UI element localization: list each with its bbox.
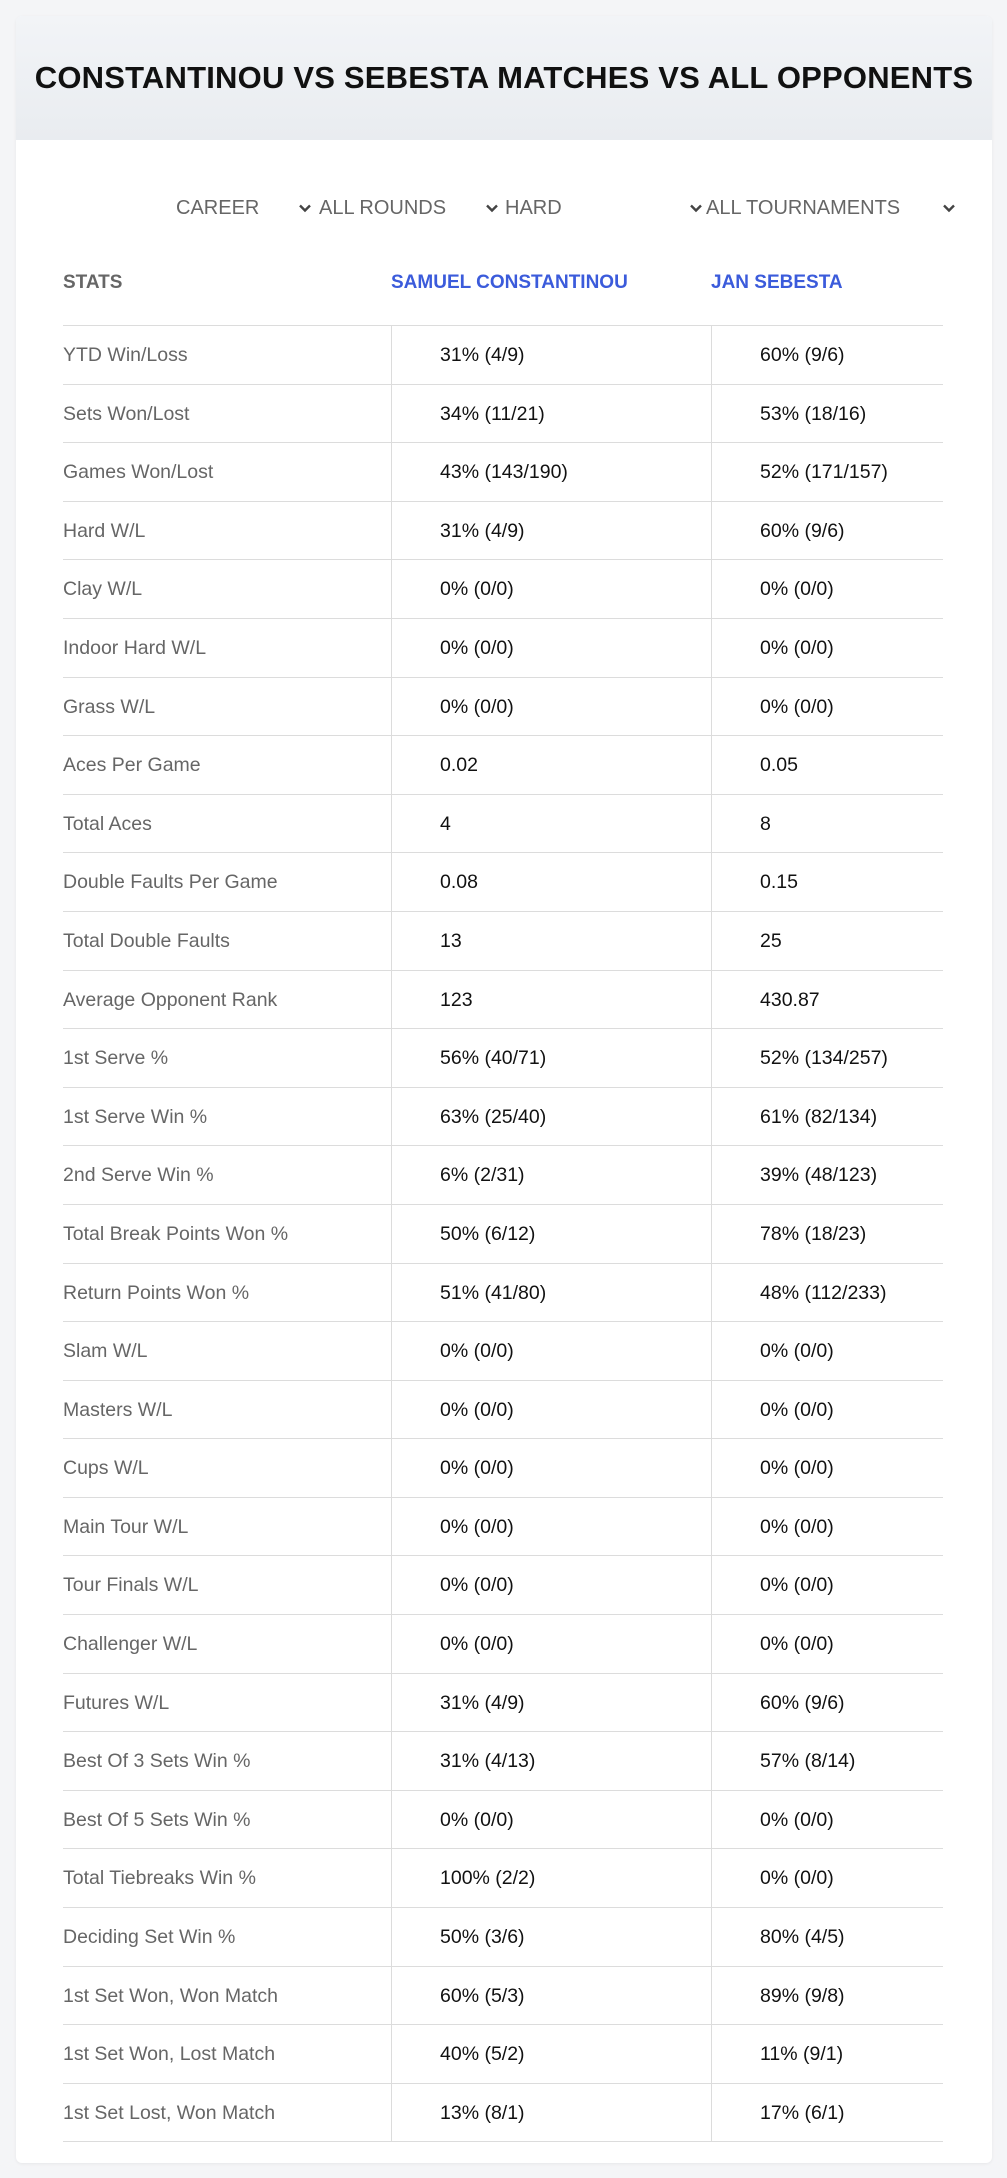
column-divider	[391, 1732, 392, 1791]
column-divider	[391, 619, 392, 678]
player2-value: 0% (0/0)	[760, 1633, 834, 1656]
player2-value: 53% (18/16)	[760, 402, 867, 425]
column-divider	[711, 971, 712, 1030]
player2-value: 0% (0/0)	[760, 1457, 834, 1480]
player1-value: 0% (0/0)	[440, 695, 514, 718]
table-header	[63, 248, 943, 326]
player1-value: 31% (4/13)	[440, 1750, 536, 1773]
stat-label: Average Opponent Rank	[63, 988, 278, 1011]
column-divider	[711, 1791, 712, 1850]
stat-label: Best Of 5 Sets Win %	[63, 1808, 251, 1831]
column-divider	[391, 795, 392, 854]
player2-value: 0% (0/0)	[760, 1398, 834, 1421]
player1-value: 50% (3/6)	[440, 1926, 525, 1949]
player1-value: 6% (2/31)	[440, 1164, 525, 1187]
column-divider	[711, 1264, 712, 1323]
table-row	[63, 736, 943, 795]
filter-tournament-value: ALL TOURNAMENTS	[706, 196, 901, 219]
column-divider	[711, 795, 712, 854]
table-row	[63, 1849, 943, 1908]
column-divider	[391, 853, 392, 912]
filter-surface-value: HARD	[505, 196, 562, 219]
stat-label: YTD Win/Loss	[63, 344, 188, 366]
column-divider	[711, 853, 712, 912]
player2-value: 0% (0/0)	[760, 1515, 834, 1538]
column-divider	[391, 326, 392, 385]
column-divider	[711, 1439, 712, 1498]
column-divider	[711, 326, 712, 385]
player2-value: 60% (9/6)	[760, 344, 845, 366]
table-row	[63, 619, 943, 678]
table-row	[63, 560, 943, 619]
player1-value: 0.08	[440, 871, 478, 894]
column-divider	[711, 1498, 712, 1557]
table-row	[63, 1264, 943, 1323]
player1-value: 13	[440, 929, 462, 952]
stat-label: Futures W/L	[63, 1691, 170, 1714]
column-divider	[711, 1088, 712, 1147]
column-divider	[391, 1791, 392, 1850]
stat-label: Grass W/L	[63, 695, 156, 718]
column-divider	[391, 1146, 392, 1205]
table-row	[63, 1791, 943, 1850]
player2-value: 0% (0/0)	[760, 1340, 834, 1363]
table-row	[63, 1205, 943, 1264]
stat-label: Total Aces	[63, 812, 152, 835]
column-divider	[711, 502, 712, 561]
column-divider	[711, 678, 712, 737]
table-row	[63, 1498, 943, 1557]
column-divider	[391, 1088, 392, 1147]
column-divider	[711, 1967, 712, 2026]
table-row	[63, 912, 943, 971]
player1-value: 31% (4/9)	[440, 519, 525, 542]
player2-value: 0% (0/0)	[760, 695, 834, 718]
table-row	[63, 1322, 943, 1381]
stat-label: Hard W/L	[63, 519, 146, 542]
stats-table	[63, 248, 943, 2142]
stat-label: 1st Set Lost, Won Match	[63, 2101, 276, 2124]
column-divider	[711, 1029, 712, 1088]
table-row	[63, 1967, 943, 2026]
column-divider	[711, 1732, 712, 1791]
column-divider	[391, 1674, 392, 1733]
table-row	[63, 1908, 943, 1967]
player2-value: 0% (0/0)	[760, 578, 834, 601]
player2-value: 80% (4/5)	[760, 1926, 845, 1949]
player1-value: 13% (8/1)	[440, 2101, 525, 2124]
column-divider	[391, 443, 392, 502]
table-row	[63, 1146, 943, 1205]
player2-value: 17% (6/1)	[760, 2101, 845, 2124]
column-divider	[391, 1322, 392, 1381]
table-row	[63, 1381, 943, 1440]
filter-surface-select[interactable]	[505, 188, 703, 228]
player2-value: 8	[760, 812, 771, 835]
stat-label: Tour Finals W/L	[63, 1574, 199, 1597]
player1-value: 123	[440, 988, 473, 1011]
stat-label: Slam W/L	[63, 1340, 148, 1363]
column-divider	[711, 2025, 712, 2084]
player2-value: 48% (112/233)	[760, 1281, 887, 1304]
stat-label: 1st Serve %	[63, 1047, 169, 1070]
column-divider	[391, 1908, 392, 1967]
player1-value: 43% (143/190)	[440, 461, 568, 484]
filter-round-select[interactable]	[319, 188, 499, 228]
column-divider	[391, 678, 392, 737]
stat-label: Masters W/L	[63, 1398, 173, 1421]
table-row	[63, 971, 943, 1030]
stat-label: Total Tiebreaks Win %	[63, 1867, 256, 1890]
column-divider	[711, 619, 712, 678]
player1-value: 60% (5/3)	[440, 1984, 525, 2007]
stats-card	[16, 16, 992, 2163]
stat-label: Cups W/L	[63, 1457, 149, 1480]
column-divider	[391, 1967, 392, 2026]
stat-label: Main Tour W/L	[63, 1515, 189, 1538]
table-row	[63, 326, 943, 385]
player1-value: 63% (25/40)	[440, 1105, 547, 1128]
player2-value: 11% (9/1)	[760, 2043, 844, 2066]
table-row	[63, 1674, 943, 1733]
column-divider	[711, 1322, 712, 1381]
column-divider	[391, 2084, 392, 2143]
stat-label: 1st Set Won, Won Match	[63, 1984, 278, 2007]
column-header-player1[interactable]: SAMUEL CONSTANTINOU	[391, 272, 628, 293]
stat-label: Deciding Set Win %	[63, 1926, 236, 1949]
player1-value: 31% (4/9)	[440, 1691, 525, 1714]
column-divider	[711, 912, 712, 971]
stat-label: Best Of 3 Sets Win %	[63, 1750, 251, 1773]
column-divider	[711, 1556, 712, 1615]
column-divider	[391, 1264, 392, 1323]
table-row	[63, 795, 943, 854]
player2-value: 52% (171/157)	[760, 461, 888, 484]
table-row	[63, 1556, 943, 1615]
player1-value: 100% (2/2)	[440, 1867, 536, 1890]
column-divider	[391, 560, 392, 619]
player1-value: 0% (0/0)	[440, 1340, 514, 1363]
player1-value: 0% (0/0)	[440, 636, 514, 659]
player1-value: 50% (6/12)	[440, 1222, 536, 1245]
table-row	[63, 385, 943, 444]
column-divider	[391, 1381, 392, 1440]
stat-label: Challenger W/L	[63, 1633, 198, 1656]
table-row	[63, 1088, 943, 1147]
stat-label: Total Break Points Won %	[63, 1222, 289, 1245]
column-divider	[391, 2025, 392, 2084]
stat-label: Total Double Faults	[63, 929, 230, 952]
player2-value: 430.87	[760, 988, 820, 1011]
column-divider	[391, 502, 392, 561]
chevron-down-icon	[298, 201, 312, 215]
column-divider	[391, 1498, 392, 1557]
table-row	[63, 678, 943, 737]
player2-value: 0% (0/0)	[760, 1867, 834, 1890]
stat-label: Return Points Won %	[63, 1281, 250, 1304]
player1-value: 31% (4/9)	[440, 344, 525, 366]
table-row	[63, 853, 943, 912]
player2-value: 0.15	[760, 871, 798, 894]
column-divider	[391, 912, 392, 971]
column-divider	[711, 1908, 712, 1967]
player1-value: 0% (0/0)	[440, 1398, 514, 1421]
table-row	[63, 2084, 943, 2143]
chevron-down-icon	[942, 201, 956, 215]
filter-tournament-select[interactable]	[706, 188, 956, 228]
player1-value: 56% (40/71)	[440, 1047, 547, 1070]
player1-value: 0% (0/0)	[440, 1633, 514, 1656]
chevron-down-icon	[689, 201, 703, 215]
table-row	[63, 1615, 943, 1674]
player1-value: 51% (41/80)	[440, 1281, 547, 1304]
column-divider	[711, 1615, 712, 1674]
column-divider	[711, 736, 712, 795]
player1-value: 40% (5/2)	[440, 2043, 525, 2066]
player2-value: 60% (9/6)	[760, 1691, 845, 1714]
column-divider	[711, 1849, 712, 1908]
stat-label: Indoor Hard W/L	[63, 636, 207, 659]
table-row	[63, 1029, 943, 1088]
column-divider	[711, 443, 712, 502]
player1-value: 0% (0/0)	[440, 1515, 514, 1538]
player2-value: 25	[760, 929, 782, 952]
column-divider	[711, 2084, 712, 2143]
player2-value: 60% (9/6)	[760, 519, 845, 542]
column-divider	[391, 1849, 392, 1908]
column-divider	[391, 971, 392, 1030]
column-divider	[711, 1205, 712, 1264]
stat-label: Sets Won/Lost	[63, 402, 190, 425]
stat-label: 1st Set Won, Lost Match	[63, 2043, 276, 2066]
table-row	[63, 502, 943, 561]
player1-value: 0.02	[440, 754, 478, 777]
stat-label: 1st Serve Win %	[63, 1105, 208, 1128]
column-divider	[711, 385, 712, 444]
player1-value: 34% (11/21)	[440, 402, 545, 425]
player1-value: 4	[440, 812, 451, 835]
stat-label: Aces Per Game	[63, 754, 201, 777]
column-divider	[391, 1615, 392, 1674]
filter-period-value: CAREER	[176, 196, 260, 219]
player2-value: 0% (0/0)	[760, 636, 834, 659]
player2-value: 61% (82/134)	[760, 1105, 878, 1128]
column-divider	[711, 1381, 712, 1440]
table-row	[63, 2025, 943, 2084]
player2-value: 78% (18/23)	[760, 1222, 867, 1245]
filter-round-value: ALL ROUNDS	[319, 196, 447, 219]
column-divider	[391, 1205, 392, 1264]
column-header-stats: STATS	[63, 272, 123, 293]
player2-value: 0.05	[760, 754, 798, 777]
column-divider	[711, 1674, 712, 1733]
player1-value: 0% (0/0)	[440, 1808, 514, 1831]
chevron-down-icon	[485, 201, 499, 215]
player2-value: 39% (48/123)	[760, 1164, 878, 1187]
player2-value: 0% (0/0)	[760, 1574, 834, 1597]
player2-value: 52% (134/257)	[760, 1047, 888, 1070]
column-divider	[391, 1439, 392, 1498]
column-divider	[391, 385, 392, 444]
player1-value: 0% (0/0)	[440, 1574, 514, 1597]
filter-bar	[16, 188, 992, 228]
table-row	[63, 1439, 943, 1498]
player2-value: 89% (9/8)	[760, 1984, 845, 2007]
page-title: CONSTANTINOU VS SEBESTA MATCHES VS ALL OPPONENTS	[34, 60, 974, 95]
player2-value: 57% (8/14)	[760, 1750, 856, 1773]
player1-value: 0% (0/0)	[440, 578, 514, 601]
page-header	[16, 16, 992, 140]
table-row	[63, 443, 943, 502]
column-divider	[391, 1029, 392, 1088]
table-row	[63, 1732, 943, 1791]
column-divider	[391, 1556, 392, 1615]
player2-value: 0% (0/0)	[760, 1808, 834, 1831]
column-divider	[711, 560, 712, 619]
column-divider	[711, 1146, 712, 1205]
column-header-player2[interactable]: JAN SEBESTA	[711, 272, 843, 293]
stat-label: Games Won/Lost	[63, 461, 214, 484]
filter-period-select[interactable]	[176, 188, 312, 228]
stat-label: 2nd Serve Win %	[63, 1164, 214, 1187]
stat-label: Double Faults Per Game	[63, 871, 278, 894]
stat-label: Clay W/L	[63, 578, 143, 601]
table-body	[63, 326, 943, 2142]
column-divider	[391, 736, 392, 795]
player1-value: 0% (0/0)	[440, 1457, 514, 1480]
